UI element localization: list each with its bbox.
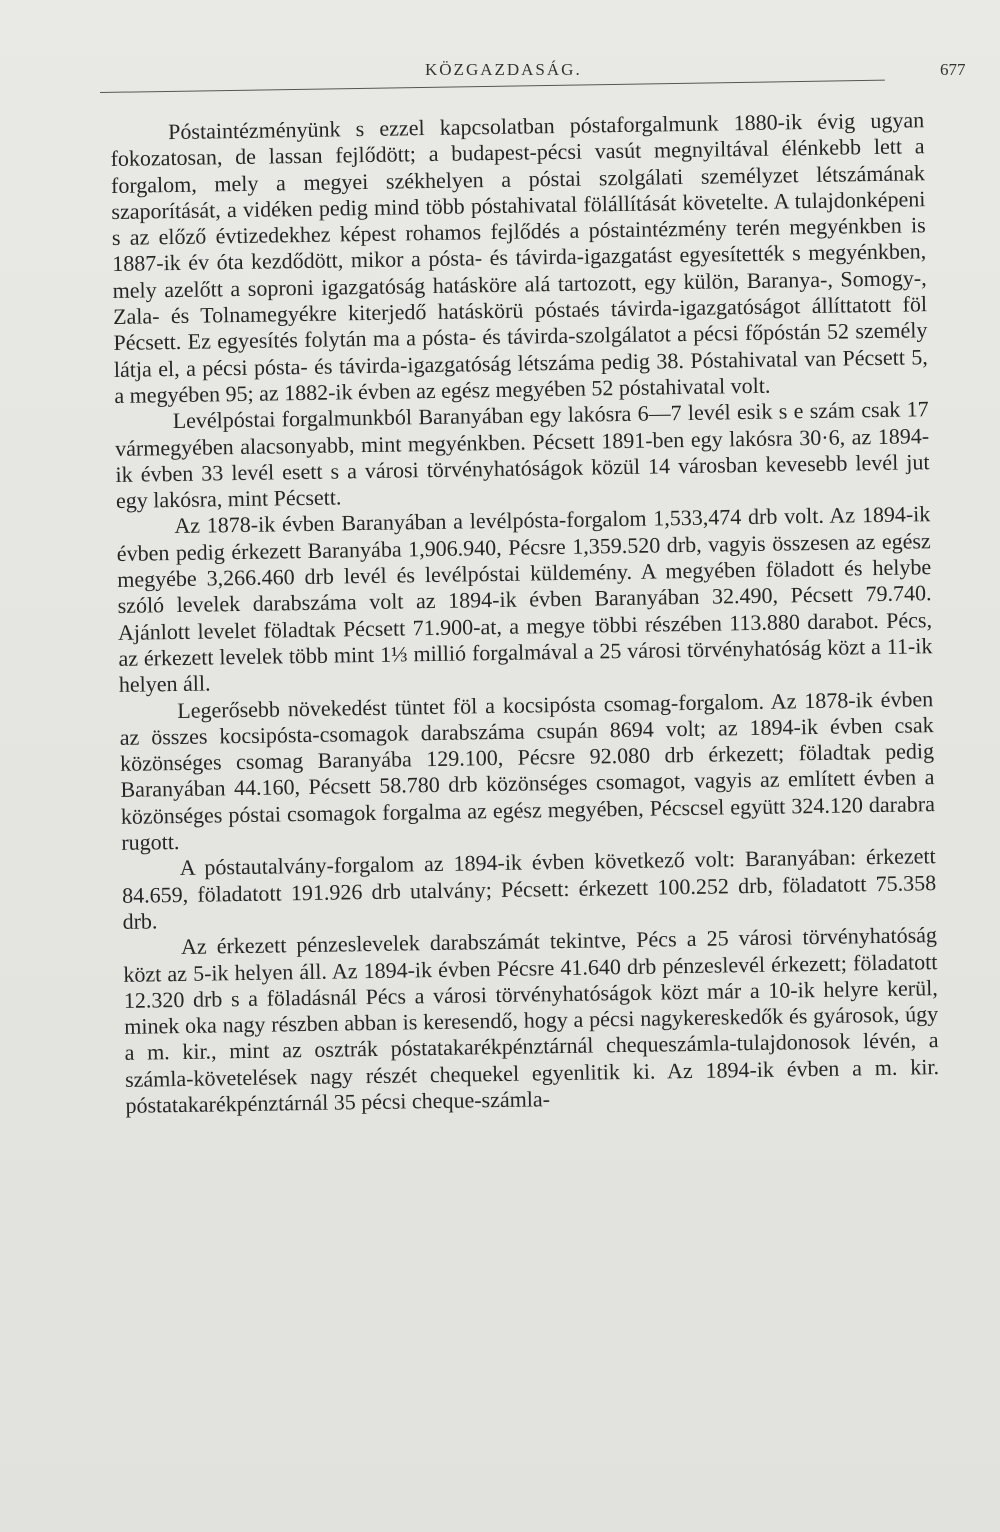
paragraph-parcel-post: Legerősebb növekedést tüntet föl a kocsipósta csomag-forgalom. Az 1878-ik évben az összes kocsipósta-csomagok darabszáma csupán 8694 volt; az 1894-ik évben csak közönséges csomag Baranyába 129.100, Pécsre 92.080 drb érkezett; föladtak pedig Baranyában 44.160, Pécsett 58.780 drb közönséges csomagot, vagyis az említett évben a közönséges póstai csomagok forgalma az egész megyében, Pécscsel együtt 324.120 darabra rugott. bbox=[119, 685, 936, 855]
paragraph-letter-post-per-capita: Levélpóstai forgalmunkból Baranyában egy lakósra 6—7 levél esik s e szám csak 17 vármegyében alacsonyabb, mint megyénkben. Pécsett 1891-ben egy lakósra 30·6, az 1894-ik évben 33 levél esett s a városi törvényhatóságok közül 14 városban kevesebb levél jut egy lakósra, mint Pécsett. bbox=[114, 396, 930, 514]
paragraph-postal-history: Póstaintézményünk s ezzel kapcsolatban póstaforgalmunk 1880-ik évig ugyan fokozatosan, de lassan fejlődött; a budapest-pécsi vasút megnyiltával élénkebb lett a forgalom, mely a megyei székhelyen a póstai szolgálati személyzet létszámának szaporítását, a vidéken pedig mind több póstahivatal fölállítását követelte. A tulajdonképeni s az előző évtizedekhez képest rohamos fejlődés a póstaintézmény terén megyénkben is 1887-ik év óta kezdődött, mikor a pósta- és távirda-igazgatást egyesítették s megyénkben, mely azelőtt a soproni igazgatóság hatásköre alá tartozott, egy külön, Baranya-, Somogy-, Zala- és Tolnamegyékre kiterjedő hatáskörü póstaés távirda-igazgatóságot állíttatott föl Pécsett. Ez egyesítés folytán ma a pósta- és távirda-szolgálatot a pécsi főpóstán 52 személy látja el, a pécsi pósta- és távirda-igazgatóság létszáma pedig 38. Póstahivatal van Pécsett 5, a megyében 95; az 1882-ik évben az egész megyében 52 póstahivatal volt. bbox=[110, 107, 929, 408]
body-text bbox=[110, 107, 940, 1119]
page-number: 677 bbox=[940, 60, 966, 79]
paragraph-letter-post-volume: Az 1878-ik évben Baranyában a levélpósta-forgalom 1,533,474 drb volt. Az 1894-ik évben pedig érkezett Baranyába 1,906.940, Pécsre 1,359.520 drb, vagyis összesen az egész megyébe 3,266.460 drb levél és levélpóstai küldemény. A megyében föladott és helybe szóló levelek darabszáma volt az 1894-ik évben Baranyában 32.490, Pécsett 79.740. Ajánlott levelet föladtak Pécsett 71.900-at, a megye többi részében 113.880 darabot. Pécs, az érkezett levelek több mint 1⅓ millió forgalmával a 25 városi törvényhatóság közt a 11-ik helyen áll. bbox=[116, 501, 933, 698]
running-title: KÖZGAZDASÁG. bbox=[425, 60, 582, 79]
paragraph-money-orders: A póstautalvány-forgalom az 1894-ik évben következő volt: Baranyában: érkezett 84.659, föladatott 191.926 drb utalvány; Pécsett: érkezett 100.252 drb, föladatott 75.358 drb. bbox=[121, 843, 937, 934]
paragraph-money-letters: Az érkezett pénzeslevelek darabszámát tekintve, Pécs a 25 városi törvényhatóság közt az 5-ik helyen áll. Az 1894-ik évben Pécsre 41.640 drb pénzeslevél érkezett; föladatott 12.320 drb s a föladásnál Pécs a városi törvényhatóságok közt már a 10-ik helyre kerül, minek oka nagy részben abban is keresendő, hogy a pécsi nagykereskedők és gyárosok, úgy a m. kir., mint az osztrák póstatakarékpénztárnál chequeszámla-tulajdonosok lévén, a számla-követelések nagy részét chequekel egyenlitik ki. Az 1894-ik évben a m. kir. póstatakarékpénztárnál 35 pécsi cheque-számla- bbox=[123, 922, 940, 1118]
